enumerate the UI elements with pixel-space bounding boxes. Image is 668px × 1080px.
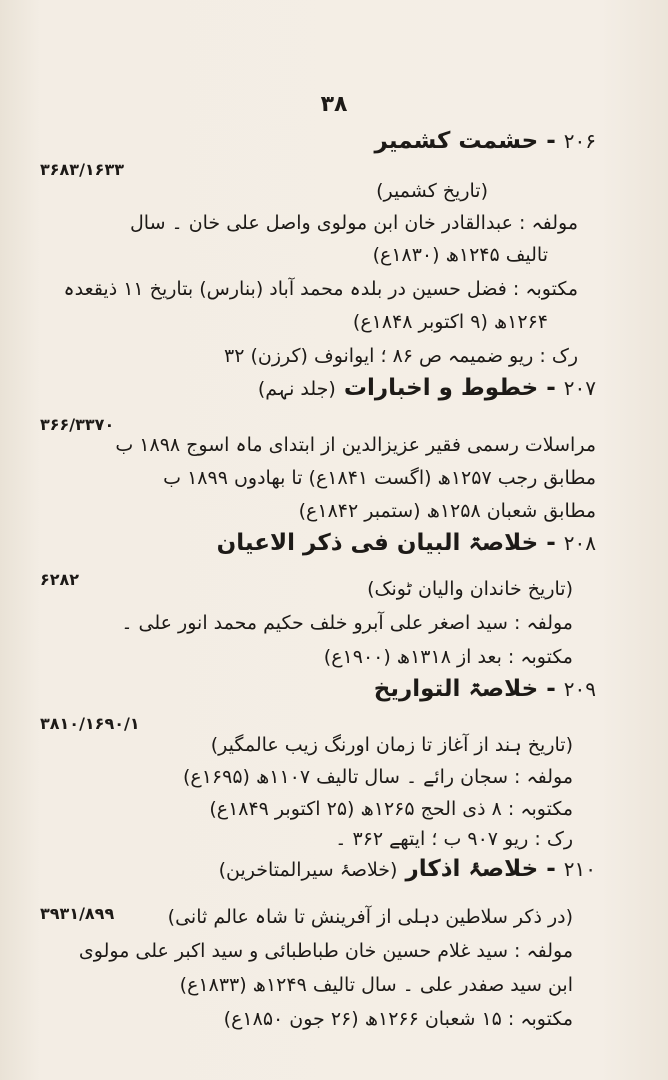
entry-line: مراسلات رسمی فقیر عزیزالدین از ابتدای ماہ اسوج ۱۸۹۸ ب xyxy=(115,434,596,456)
entry-reference: ۳۹۳۱/۸۹۹ xyxy=(40,904,115,923)
entry-title: حشمت کشمیر xyxy=(374,128,539,154)
entry-line: مکتوبہ : بعد از ۱۳۱۸ھ (۱۹۰۰ع) xyxy=(323,646,573,668)
page-number: ۳۸ xyxy=(320,92,348,117)
entry-line: (در ذکر سلاطین دہلی از آفرینش تا شاہ عالم ثانی) xyxy=(167,906,573,928)
entry-line: ابن سید صفدر علی ۔ سال تالیف ۱۲۴۹ھ (۱۸۳۳ع) xyxy=(179,974,573,996)
entry-line: رک : ریو ۹۰۷ ب ؛ ایتھے ۳۶۲ ۔ xyxy=(335,828,573,850)
entry-line: تالیف ۱۲۴۵ھ (۱۸۳۰ع) xyxy=(372,244,548,266)
entry-note: (جلد نہم) xyxy=(257,378,336,400)
entry-title: خلاصۂ اذکار xyxy=(405,856,539,882)
entry-reference: ۶۲۸۲ xyxy=(40,570,80,589)
entry-title: خلاصۃ التواریخ xyxy=(373,676,539,702)
entry-number: ۲۰۶ xyxy=(563,129,596,153)
entry-title: خلاصۃ البیان فی ذکر الاعیان xyxy=(216,530,539,556)
entry-number: ۲۰۹ xyxy=(563,677,596,701)
entry-line: مولفہ : سید اصغر علی آبرو خلف حکیم محمد انور علی ۔ xyxy=(121,612,573,634)
entry-note: (خلاصۂ سیرالمتاخرین) xyxy=(218,859,398,881)
entry-number: ۲۰۷ xyxy=(563,376,596,400)
entry-reference: ۳۶۸۳/۱۶۳۳ xyxy=(40,160,124,179)
entry-heading: ۲۱۰ - خلاصۂ اذکار (خلاصۂ سیرالمتاخرین) xyxy=(218,856,596,882)
entry-heading: ۲۰۹ - خلاصۃ التواریخ xyxy=(373,676,596,702)
entry-line: (تاریخ کشمیر) xyxy=(376,180,488,202)
entry-line: مطابق رجب ۱۲۵۷ھ (اگست ۱۸۴۱ع) تا بھادوں ۱۸۹۹ ب xyxy=(163,467,596,489)
entry-line: مولفہ : سید غلام حسین خان طباطبائی و سید اکبر علی مولوی xyxy=(78,940,573,962)
entry-line: (تاریخ خاندان والیان ٹونک) xyxy=(367,578,573,600)
entry-reference: ۳۶۶/۳۳۷۰ xyxy=(40,415,115,434)
entry-title: خطوط و اخبارات xyxy=(343,375,539,401)
entry-heading: ۲۰۸ - خلاصۃ البیان فی ذکر الاعیان xyxy=(216,530,596,556)
entry-heading: ۲۰۶ - حشمت کشمیر xyxy=(374,128,596,154)
entry-number: ۲۱۰ xyxy=(563,857,596,881)
entry-line: مولفہ : عبدالقادر خان ابن مولوی واصل علی خان ۔ سال xyxy=(129,212,578,234)
entry-number: ۲۰۸ xyxy=(563,531,596,555)
entry-line: رک : ریو ضمیمہ ص ۸۶ ؛ ایوانوف (کرزن) ۳۲ xyxy=(224,345,578,367)
entry-line: مکتوبہ : فضل حسین در بلدہ محمد آباد (بنارس) بتاریخ ۱۱ ذیقعدہ xyxy=(63,278,578,300)
entry-line: مطابق شعبان ۱۲۵۸ھ (ستمبر ۱۸۴۲ع) xyxy=(298,500,596,522)
entry-line: مکتوبہ : ۱۵ شعبان ۱۲۶۶ھ (۲۶ جون ۱۸۵۰ع) xyxy=(223,1008,573,1030)
entry-line: (تاریخ ہند از آغاز تا زمان اورنگ زیب عالمگیر) xyxy=(210,734,573,756)
entry-line: ۱۲۶۴ھ (۹ اکتوبر ۱۸۴۸ع) xyxy=(352,311,548,333)
entry-line: مکتوبہ : ۸ ذی الحج ۱۲۶۵ھ (۲۵ اکتوبر ۱۸۴۹ع) xyxy=(209,798,573,820)
entry-line: مولفہ : سجان رائے ۔ سال تالیف ۱۱۰۷ھ (۱۶۹۵ع) xyxy=(182,766,573,788)
entry-heading: ۲۰۷ - خطوط و اخبارات (جلد نہم) xyxy=(257,375,596,401)
entry-reference: ۳۸۱۰/۱۶۹۰/۱ xyxy=(40,714,140,733)
